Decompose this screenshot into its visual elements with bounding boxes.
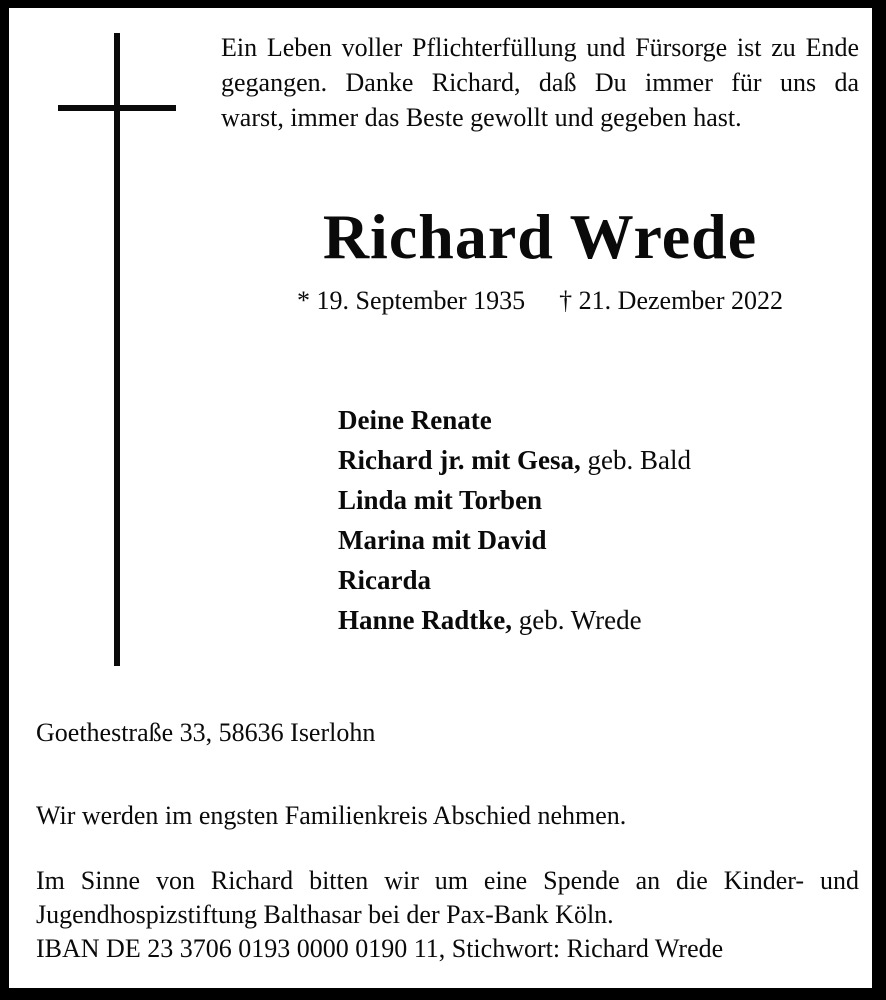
mourner-name: Hanne Radtke, [338, 605, 513, 635]
opening-line: Ein Leben voller Pflichterfüllung und Fürsorge ist zu Ende [221, 33, 859, 62]
opening-paragraph [221, 30, 859, 135]
mourners-list [338, 400, 691, 640]
mourner-name: Ricarda [338, 565, 431, 595]
mourner-row [338, 440, 691, 480]
donation-paragraph [36, 864, 859, 966]
iban-line: IBAN DE 23 3706 0193 0000 0190 11, Stichwort: Richard Wrede [36, 934, 724, 963]
mourner-name: Marina mit David [338, 525, 547, 555]
opening-line: warst, immer das Beste gewollt und gegeben hast. [221, 103, 742, 132]
life-dates [221, 285, 859, 317]
mourner-suffix: geb. Bald [580, 445, 691, 475]
death-date: † 21. Dezember 2022 [559, 286, 783, 315]
mourner-name: Richard jr. mit Gesa, [338, 445, 581, 475]
mourner-name: Deine Renate [338, 405, 492, 435]
mourner-row [338, 520, 691, 560]
obituary-card [9, 8, 872, 988]
address-line: Goethestraße 33, 58636 Iserlohn [36, 718, 376, 747]
cross-vertical-bar [114, 33, 120, 666]
mourner-name: Linda mit Torben [338, 485, 543, 515]
mourner-row [338, 560, 691, 600]
mourner-row [338, 480, 691, 520]
farewell-line: Wir werden im engsten Familienkreis Abschied nehmen. [36, 801, 627, 830]
mourner-row [338, 600, 691, 640]
cross-horizontal-bar [58, 105, 176, 111]
donation-line: Jugendhospizstiftung Balthasar bei der Pax-Bank Köln. [36, 900, 614, 929]
mourner-row [338, 400, 691, 440]
opening-line: gegangen. Danke Richard, daß Du immer für uns da [221, 68, 859, 97]
deceased-name-block [221, 201, 859, 272]
birth-date: * 19. September 1935 [296, 286, 526, 315]
mourner-suffix: geb. Wrede [512, 605, 642, 635]
donation-line: Im Sinne von Richard bitten wir um eine Spende an die Kinder- und [36, 866, 859, 895]
deceased-name: Richard Wrede [322, 201, 758, 272]
